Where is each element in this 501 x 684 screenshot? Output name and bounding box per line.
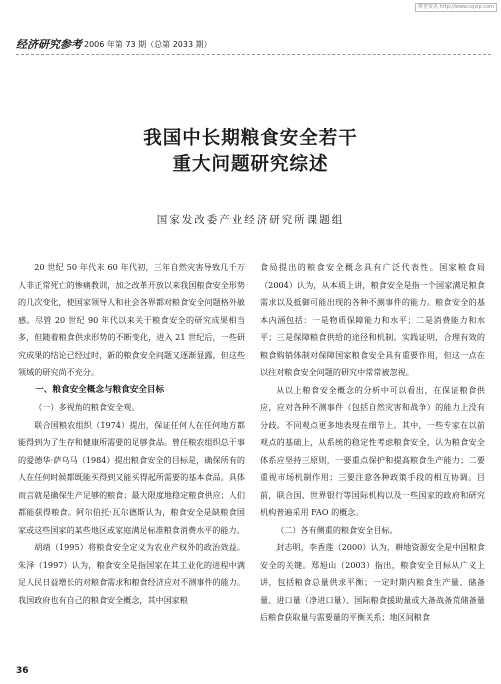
section-heading: 一、粮食安全概念与粮食安全目标	[35, 384, 165, 395]
body-paragraph: 胡靖（1995）将粮食安全定义为农业产权外的政治效益。朱泽（1997）认为，粮食安全是指国家在其工业化的进程中满足人民日益增长的对粮食需求和粮食经济应对不测事件的能力。我国政府也有自己的粮食安全概念，其中国家粮	[18, 542, 245, 605]
body-paragraph: 食局提出的粮食安全概念具有广泛代表性。国家粮食局（2004）认为，从本质上讲，粮食安全是指一个国家满足粮食需求以及抵御可能出现的各种不测事件的能力。粮食安全的基本内涵包括：一是物质保障能力和水平；二是消费能力和水平；三是保障粮食供给的途径和机制。实践证明，合理有效的粮食购销体制对保障国家粮食安全具有重要作用，但这一点在以往对粮食安全问题的研究中常常被忽视。	[260, 262, 485, 377]
journal-logo: 经济研究参考	[16, 38, 82, 51]
header-divider	[16, 54, 491, 55]
body-paragraph: 从以上粮食安全概念的分析中可以看出，在保证粮食供应，应对各种不测事件（包括自然灾害和战争）的能力上没有分歧。不同观点更多地表现在细节上。其中，一些专家在以前观点的基础上，从系统的稳定性考虑粮食安全，认为粮食安全体系应坚持三原则，一要重点保护和提高粮食生产能力；二要重视市场机制作用；三要注意各种政策手段的相互协调。目前，联合国、世界银行等国际机构以及一些国家的政府和研究机构普遍采用 FAO 的概念。	[260, 384, 485, 517]
title-line-2: 重大问题研究综述	[172, 154, 329, 175]
page-number: 36	[16, 666, 29, 676]
intro-paragraph: 20 世纪 50 年代末 60 年代初，三年自然灾害导致几千万人非正常死亡的惨痛教训，加之改革开放以来我国粮食安全形势的几次变化，使国家领导人和社会各界都对粮食安全问题格外敏感。尽管 20 世纪 90 年代以来关于粮食安全的研究成果相当多，但随着粮食供求形势的不断变化，进入 21 世纪后，一些研究成果的结论已经过时，新的粮食安全问题又逐渐显露，但这些领域的研究尚不充分。	[18, 262, 245, 377]
title-line-1: 我国中长期粮食安全若干	[143, 128, 358, 149]
issue-info: 2006 年第 73 期（总第 2033 期）	[84, 40, 212, 49]
author-line: 国家发改委产业经济研究所课题组	[156, 214, 345, 226]
left-column	[18, 259, 245, 609]
watermark: 维普资讯 http://www.cqvip.com	[415, 3, 497, 12]
subsection-heading: （一）多视角的粮食安全观。	[34, 402, 140, 412]
right-column	[260, 259, 485, 627]
subsection-heading: （二）各有侧重的粮食安全目标。	[276, 524, 398, 535]
body-paragraph: 联合国粮农组织（1974）提出，保证任何人在任何地方都能得到为了生存和健康所需要的足够食品。曾任粮农组织总干事的爱德华·萨乌马（1984）提出粮食安全的目标是，确保所有的人在任何时候都既能买得到又能买得起所需要的基本食品。具体而言就是确保生产足够的粮食；最大限度地稳定粮食供应；人们都能获得粮食。阿尔伯托·瓦尔德斯认为，粮食安全是缺粮食国家或这些国家的某些地区或家庭满足标准粮食消费水平的能力。	[18, 419, 245, 535]
journal-header	[0, 38, 501, 52]
body-paragraph: 封志明，李香莲（2000）认为，耕地资源安全是中国粮食安全的关键。郑旭山（2003）指出，粮食安全目标从广义上讲，包括粮食总量供求平衡；一定时期内粮食生产量、储备量、进口量（净进口量）、国际粮食援助量或大备战备荒储备量后粮食获取量与需要量的平衡关系；地区间粮食	[260, 542, 485, 622]
article-title	[0, 126, 501, 178]
